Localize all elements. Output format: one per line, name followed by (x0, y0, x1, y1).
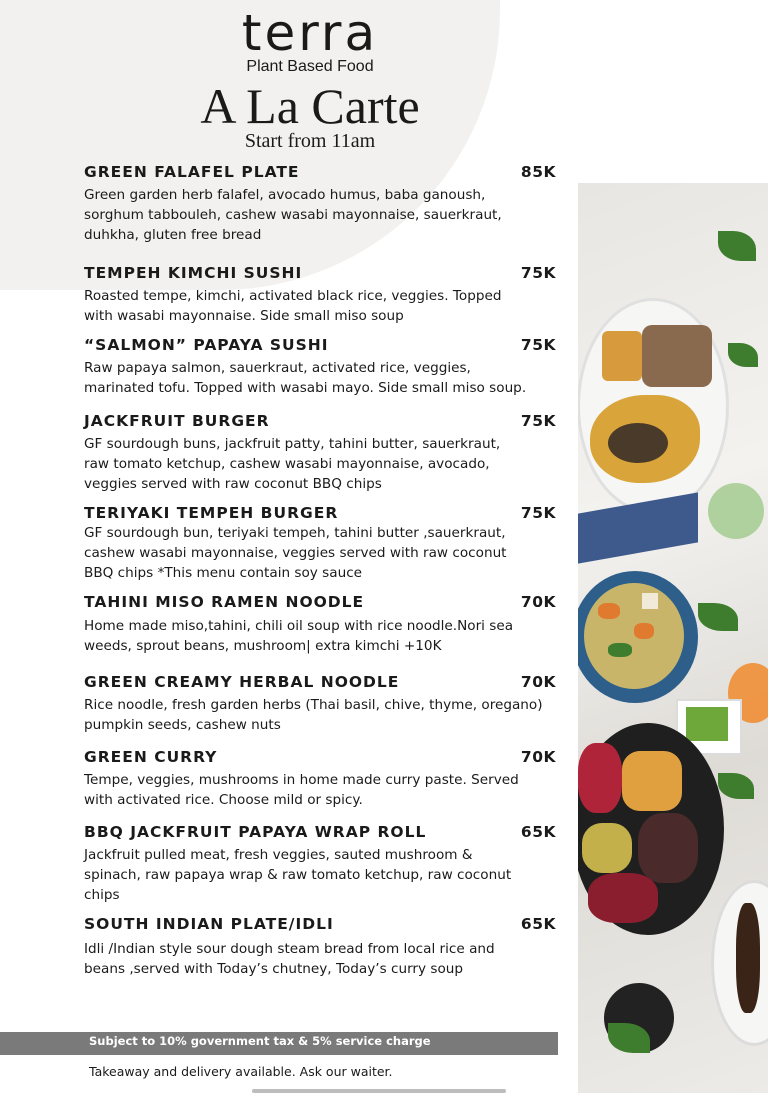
description-line: GF sourdough buns, jackfruit patty, tahini butter, sauerkraut, (84, 436, 501, 452)
description-line: Tempe, veggies, mushrooms in home made curry paste. Served (84, 772, 519, 788)
description-line: Roasted tempe, kimchi, activated black rice, veggies. Topped (84, 288, 502, 304)
logo: terra (241, 4, 379, 62)
takeaway-note: Takeaway and delivery available. Ask our waiter. (89, 1064, 393, 1079)
description-line: marinated tofu. Topped with wasabi mayo. Side small miso soup. (84, 380, 527, 396)
menu-item (84, 163, 556, 245)
menu-item (84, 673, 556, 735)
menu-item-name: “SALMON” PAPAYA SUSHI (84, 336, 329, 354)
description-line: GF sourdough bun, teriyaki tempeh, tahini butter ,sauerkraut, (84, 525, 506, 541)
menu-item-price: 75K (520, 336, 556, 354)
menu-item-name: TERIYAKI TEMPEH BURGER (84, 504, 339, 522)
menu-item-description (84, 185, 554, 245)
description-line: weeds, sprout beans, mushroom| extra kimchi +10K (84, 638, 442, 654)
food-photo (578, 183, 768, 1093)
menu-item-name: GREEN CREAMY HERBAL NOODLE (84, 673, 400, 691)
tax-banner (0, 1032, 558, 1055)
description-line: Idli /Indian style sour dough steam bread from local rice and (84, 941, 495, 957)
menu-item-name: GREEN FALAFEL PLATE (84, 163, 300, 181)
description-line: Rice noodle, fresh garden herbs (Thai basil, chive, thyme, oregano) (84, 697, 543, 713)
description-line: BBQ chips *This menu contain soy sauce (84, 565, 363, 581)
menu-item-price: 65K (520, 915, 556, 933)
menu-item (84, 504, 556, 583)
description-line: Green garden herb falafel, avocado humus, baba ganoush, (84, 187, 486, 203)
opening-hours: Start from 11am (244, 130, 376, 152)
menu-item-description (84, 845, 554, 905)
menu-item (84, 336, 556, 398)
description-line: cashew wasabi mayonnaise, veggies served with raw coconut (84, 545, 507, 561)
menu-item-name: BBQ JACKFRUIT PAPAYA WRAP ROLL (84, 823, 427, 841)
menu-item (84, 915, 556, 979)
tax-note: Subject to 10% government tax & 5% service charge (89, 1034, 431, 1048)
description-line: with activated rice. Choose mild or spicy. (84, 792, 363, 808)
menu-item-name: TAHINI MISO RAMEN NOODLE (84, 593, 365, 611)
description-line: raw tomato ketchup, cashew wasabi mayonnaise, avocado, (84, 456, 490, 472)
description-line: pumpkin seeds, cashew nuts (84, 717, 281, 733)
menu-item-price: 65K (520, 823, 556, 841)
menu-item-name: JACKFRUIT BURGER (84, 412, 270, 430)
description-line: with wasabi mayonnaise. Side small miso soup (84, 308, 404, 324)
menu-item (84, 593, 556, 656)
menu-item-description (84, 939, 554, 979)
description-line: Raw papaya salmon, sauerkraut, activated rice, veggies, (84, 360, 471, 376)
menu-item-description (84, 434, 554, 494)
menu-item-description (84, 358, 554, 398)
menu-item-price: 75K (520, 264, 556, 282)
menu-item (84, 748, 556, 810)
menu-item-name: GREEN CURRY (84, 748, 218, 766)
menu-item-description (84, 770, 554, 810)
description-line: Home made miso,tahini, chili oil soup with rice noodle.Nori sea (84, 618, 514, 634)
footer-divider (252, 1089, 506, 1093)
menu-item (84, 264, 556, 326)
brand-subtitle: Plant Based Food (246, 58, 374, 75)
page-title: A La Carte (200, 78, 420, 134)
menu-item-price: 70K (520, 673, 556, 691)
description-line: duhkha, gluten free bread (84, 227, 262, 243)
menu-item-price: 85K (520, 163, 556, 181)
description-line: chips (84, 887, 120, 903)
menu-item-description (84, 286, 554, 326)
menu-item-price: 70K (520, 593, 556, 611)
menu-item-name: TEMPEH KIMCHI SUSHI (84, 264, 303, 282)
menu-item-description (84, 616, 554, 656)
description-line: veggies served with raw coconut BBQ chips (84, 476, 382, 492)
menu-item-description (84, 523, 554, 583)
description-line: sorghum tabbouleh, cashew wasabi mayonnaise, sauerkraut, (84, 207, 502, 223)
menu-item (84, 823, 556, 905)
menu-item-price: 75K (520, 504, 556, 522)
description-line: Jackfruit pulled meat, fresh veggies, sauted mushroom & (84, 847, 473, 863)
menu-item-description (84, 695, 554, 735)
description-line: beans ,served with Today’s chutney, Today’s curry soup (84, 961, 464, 977)
menu-item-price: 70K (520, 748, 556, 766)
description-line: spinach, raw papaya wrap & raw tomato ketchup, raw coconut (84, 867, 512, 883)
menu-item (84, 412, 556, 494)
menu-item-name: SOUTH INDIAN PLATE/IDLI (84, 915, 334, 933)
menu-item-price: 75K (520, 412, 556, 430)
